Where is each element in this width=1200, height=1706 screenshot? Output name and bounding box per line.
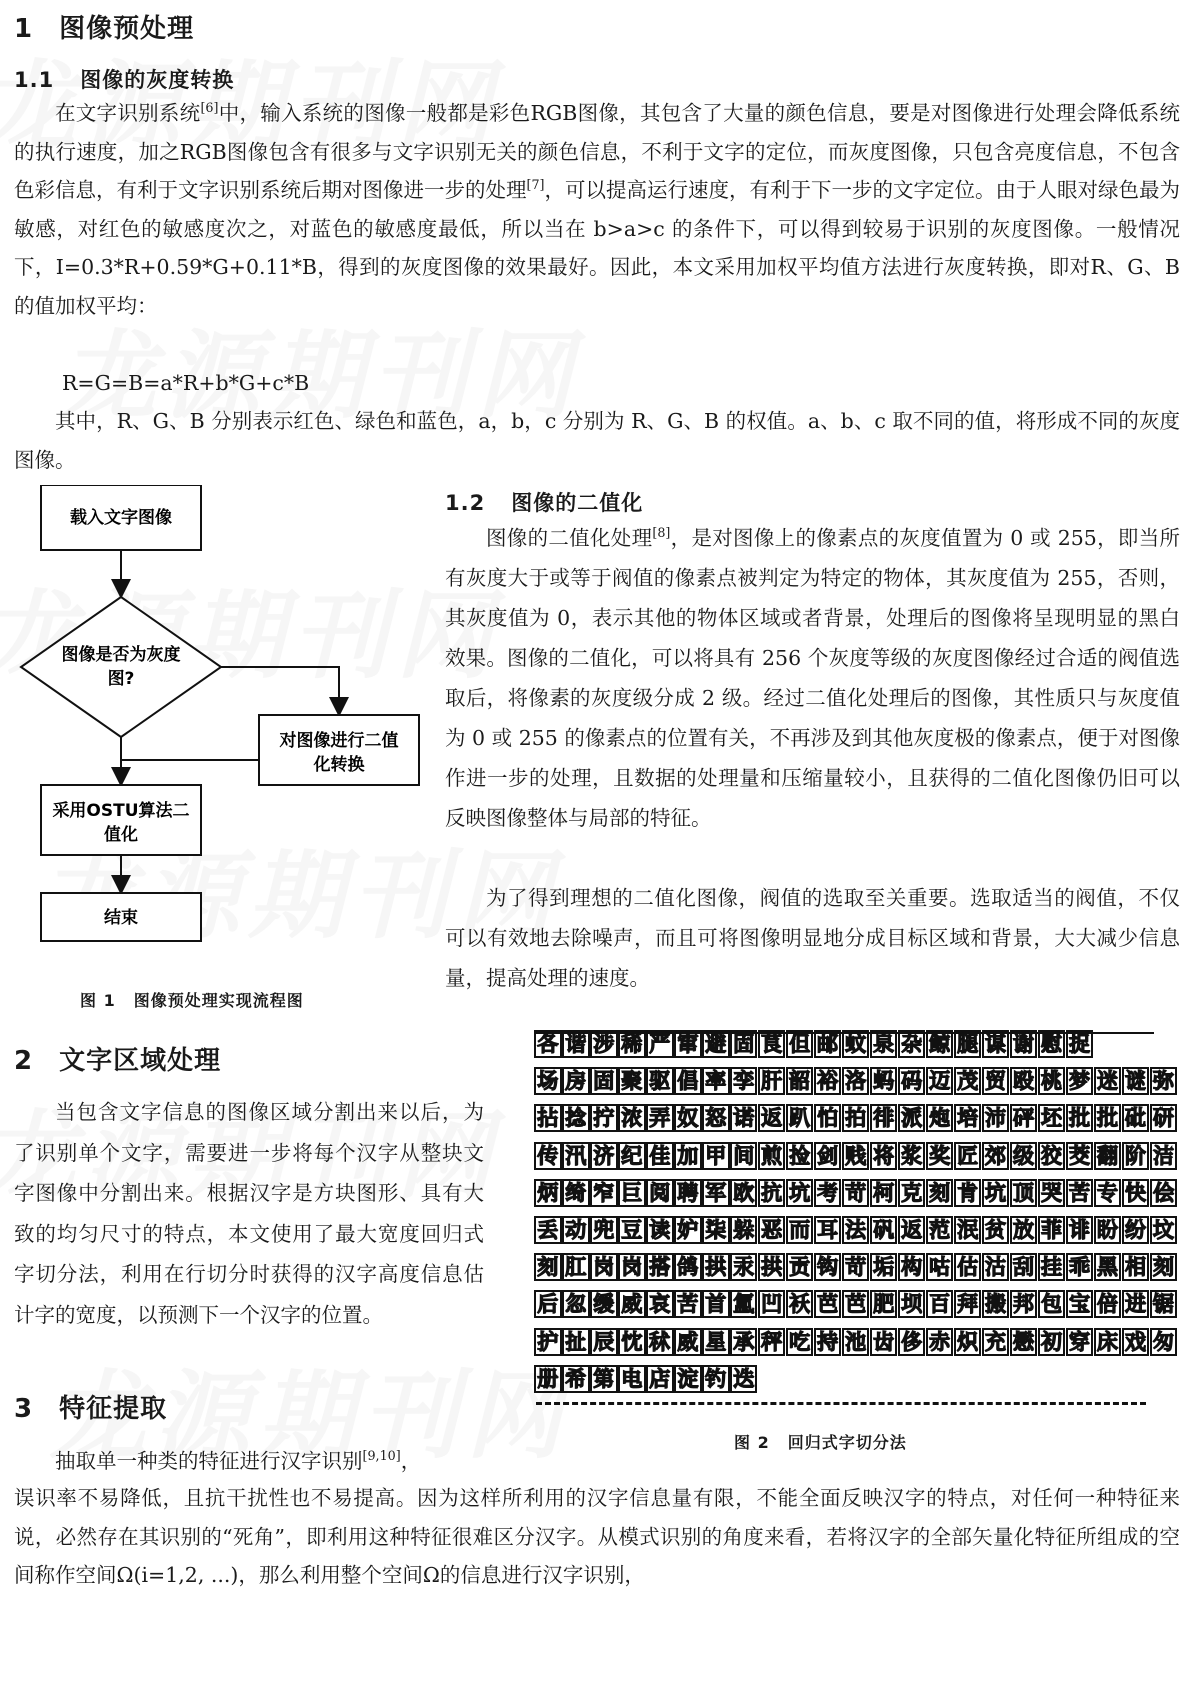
segmented-character: 拍 [842,1104,870,1132]
segmented-character: 批 [1094,1104,1122,1132]
segmented-character: 谐 [562,1030,590,1058]
segmented-character: 邮 [814,1030,842,1058]
flowchart-figure-1 [16,485,436,965]
paragraph-weights: 其中，R、G、B 分别表示红色、绿色和蓝色，a，b，c 分别为 R、G、B 的权值。a、b、c 取不同的值，将形成不同的灰度图像。 [14,409,1180,472]
subsection-heading-1-1 [14,64,234,94]
text-run: ，可以提高运行速度，有利于下一步的文字定位。由于人眼对绿色最为敏感，对红色的敏感度次之，对蓝色的敏感度最低，所以当在 b>a>c 的条件下，可以得到较易于识别的灰度图像。一般情况下，I=0.3*R+0.59*G+0.11*B，得到的灰度图像的效果最好。因此，本文采用加权平均值方法进行灰度转换，即对R、G、B的值加权平均： [14,178,1180,318]
segmented-character: 贡 [786,1253,814,1281]
segmented-character: 炽 [954,1328,982,1356]
segmented-character: 拜 [954,1290,982,1318]
segmented-character: 哀 [646,1290,674,1318]
flow-label-end: 结束 [104,908,138,928]
segmented-character: 锯 [1150,1290,1178,1318]
character-row [534,1179,1178,1211]
segmented-character: 专 [1094,1179,1122,1207]
segmented-character: 岗 [618,1253,646,1281]
segmented-character: 贫 [982,1216,1010,1244]
figure-2-baseline-dashes [536,1402,1146,1405]
segmented-character: 袄 [786,1290,814,1318]
segmented-character: 各 [534,1030,562,1058]
segmented-character: 初 [1038,1328,1066,1356]
segmented-character: 阶 [1122,1142,1150,1170]
segmented-character: 沛 [982,1104,1010,1132]
segmented-character: 黑 [1094,1253,1122,1281]
segmented-character: 秫 [646,1328,674,1356]
flow-label-binarize-line2: 化转换 [313,755,365,775]
segmented-character: 谜 [1122,1067,1150,1095]
segmented-character: 考 [814,1179,842,1207]
segmented-character: 吃 [786,1328,814,1356]
segmented-character: 洁 [1150,1142,1178,1170]
formula: R=G=B=a*R+b*G+c*B [62,371,310,395]
segmented-character: 盼 [1094,1216,1122,1244]
segmented-character: 贱 [842,1142,870,1170]
paragraph-grayscale [14,94,1180,325]
segmented-character: 构 [898,1253,926,1281]
segmented-character: 徘 [870,1104,898,1132]
segmented-character: 批 [1066,1104,1094,1132]
segmented-character: 间 [730,1142,758,1170]
segmented-character: 豆 [618,1216,646,1244]
segmented-character: 炮 [926,1104,954,1132]
segmented-character: 进 [1122,1290,1150,1318]
character-row [534,1142,1178,1174]
segmented-character: 欧 [730,1179,758,1207]
segmented-character: 怕 [814,1104,842,1132]
segmented-character: 奖 [926,1142,954,1170]
segmented-character: 沽 [982,1253,1010,1281]
figure-1-caption [80,988,304,1011]
segmented-character: 砰 [1010,1104,1038,1132]
segmented-character: 涉 [590,1030,618,1058]
segmented-character: 持 [814,1328,842,1356]
segmented-character: 诽 [1066,1216,1094,1244]
character-row [534,1365,758,1397]
segmented-character: 纪 [618,1142,646,1170]
segmented-character: 腿 [954,1030,982,1058]
segmented-character: 岗 [590,1253,618,1281]
segmented-character: 咕 [926,1253,954,1281]
segmented-character: 稀 [618,1030,646,1058]
segmented-character: 钩 [814,1253,842,1281]
segmented-character: 捻 [562,1104,590,1132]
segmented-character: 迈 [926,1067,954,1095]
segmented-character: 菲 [1038,1216,1066,1244]
segmented-character: 苦 [1066,1179,1094,1207]
caption-label: 图 1 [80,991,116,1010]
segmented-character: 研 [1150,1104,1178,1132]
segmented-character: 煎 [758,1142,786,1170]
segmented-character: 恶 [758,1216,786,1244]
segmented-character: 诺 [730,1104,758,1132]
segmented-character: 躲 [730,1216,758,1244]
segmented-character: 苛 [842,1179,870,1207]
segmented-character: 希 [562,1365,590,1393]
segmented-character: 贸 [982,1067,1010,1095]
paragraph-feature-extraction: 误识率不易降低，且抗干扰性也不易提高。因为这样所利用的汉字信息量有限，不能全面反映汉字的特点，对任何一种特征来说，必然存在其识别的“死角”，即利用这种特征很难区分汉字。从模式识别的角度来看，若将汉字的全部矢量化特征所组成的空间称作空间Ω(i=1,2, ...)，那么利用整个空间Ω的信息进行汉字识别， [14,1486,1180,1587]
segmented-character: 侈 [898,1328,926,1356]
text-run: 图像的二值化处理 [486,526,653,550]
section-heading-1 [14,8,194,45]
section-title: 文字区域处理 [59,1046,222,1076]
segmented-character: 相 [1122,1253,1150,1281]
segmented-character: 翻 [1094,1142,1122,1170]
caption-text: 回归式字切分法 [787,1433,907,1452]
segmented-character: 第 [590,1365,618,1393]
segmented-character: 苦 [674,1290,702,1318]
segmented-character: 桃 [1038,1067,1066,1095]
flow-label-decision-line1: 图像是否为灰度 [61,645,181,665]
character-row [534,1328,1178,1360]
flow-label-decision-line2: 图? [107,669,135,689]
segmented-character: 电 [618,1365,646,1393]
segmented-character: 坯 [1038,1104,1066,1132]
segmented-character: 弥 [1150,1067,1178,1095]
segmented-character: 殴 [1010,1067,1038,1095]
segmented-character: 捉 [1066,1030,1094,1058]
caption-text: 图像预处理实现流程图 [133,991,304,1010]
segmented-character: 妒 [674,1216,702,1244]
text-run: ， [400,1449,422,1473]
segmented-character: 垢 [870,1253,898,1281]
segmented-character: 兜 [590,1216,618,1244]
segmented-character: 阅 [646,1179,674,1207]
segmented-character: 级 [1010,1142,1038,1170]
segmented-character: 梦 [1066,1067,1094,1095]
segmented-character: 护 [534,1328,562,1356]
segmented-character: 固 [590,1067,618,1095]
segmented-character: 快 [1122,1179,1150,1207]
segmented-character: 包 [1038,1290,1066,1318]
segmented-character: 凹 [758,1290,786,1318]
segmented-character: 蚂 [870,1067,898,1095]
segmented-character: 汞 [730,1253,758,1281]
segmented-character: 弄 [646,1104,674,1132]
segmented-character: 淀 [674,1365,702,1393]
segmented-character: 坝 [898,1290,926,1318]
segmented-character: 茂 [954,1067,982,1095]
segmented-character: 茭 [1066,1142,1094,1170]
segmented-character: 床 [1094,1328,1122,1356]
segmented-character: 册 [534,1365,562,1393]
segmented-character: 率 [702,1067,730,1095]
segmented-character: 孪 [730,1067,758,1095]
paragraph-text-region: 当包含文字信息的图像区域分割出来以后，为了识别单个文字，需要进一步将每个汉字从整块文字图像中分割出来。根据汉字是方块图形、具有大致的均匀尺寸的特点，本文使用了最大宽度回归式字切分法，利用在行切分时获得的汉字高度信息估计字的宽度，以预测下一个汉字的位置。 [14,1100,484,1327]
segmented-character: 奴 [674,1104,702,1132]
segmented-character: 肝 [758,1067,786,1095]
segmented-character: 坑 [982,1179,1010,1207]
segmented-character: 威 [618,1290,646,1318]
section-number: 1.2 [445,491,486,515]
segmented-character: 泉 [870,1030,898,1058]
segmented-character: 哭 [1038,1179,1066,1207]
segmented-character: 砒 [1122,1104,1150,1132]
section-number: 2 [14,1046,34,1076]
segmented-character: 法 [842,1216,870,1244]
segmented-character: 纷 [1122,1216,1150,1244]
text-run: 抽取单一种类的特征进行汉字识别 [55,1449,363,1473]
character-row [534,1104,1178,1136]
paragraph-threshold: 为了得到理想的二值化图像，阀值的选取至关重要。选取适当的阀值，不仅可以有效地去除噪声，而且可将图像明显地分成目标区域和背景，大大减少信息量，提高处理的速度。 [445,886,1180,990]
character-row [534,1290,1178,1322]
segmented-character: 挂 [1038,1253,1066,1281]
segmented-character: 赤 [926,1328,954,1356]
segmented-character: 迭 [730,1365,758,1393]
segmented-character: 炳 [534,1179,562,1207]
segmented-character: 抗 [758,1179,786,1207]
section-heading-3 [14,1388,167,1425]
flow-label-binarize-line1: 对图像进行二值 [279,731,399,751]
segmented-character: 房 [562,1067,590,1095]
segmented-character: 芭 [842,1290,870,1318]
segmented-character: 但 [786,1030,814,1058]
segmented-character: 耳 [814,1216,842,1244]
section-number: 1 [14,14,34,44]
citation: [8] [652,525,671,541]
section-number: 3 [14,1394,34,1424]
segmented-character: 后 [534,1290,562,1318]
segmented-character: 宝 [1066,1290,1094,1318]
section-title: 图像预处理 [59,14,195,44]
segmented-character: 承 [730,1328,758,1356]
segmented-character: 矾 [870,1216,898,1244]
segmented-character: 窄 [590,1179,618,1207]
segmented-character: 码 [898,1067,926,1095]
segmented-character: 缓 [590,1290,618,1318]
segmented-character: 侩 [1150,1179,1178,1207]
segmented-character: 汛 [562,1142,590,1170]
segmented-character: 怒 [702,1104,730,1132]
citation: [6] [200,100,219,116]
segmented-character: 洛 [842,1067,870,1095]
subsection-heading-1-2 [445,487,643,517]
segmented-character: 郊 [982,1142,1010,1170]
segmented-character: 钓 [702,1365,730,1393]
segmented-character: 估 [954,1253,982,1281]
segmented-character: 严 [646,1030,674,1058]
segmented-character: 培 [954,1104,982,1132]
segmented-character: 巨 [618,1179,646,1207]
character-row [534,1253,1178,1285]
segmented-character: 辰 [590,1328,618,1356]
segmented-character: 匆 [1150,1328,1178,1356]
segmented-character: 聚 [618,1067,646,1095]
segmented-character: 芭 [814,1290,842,1318]
segmented-character: 倍 [1094,1290,1122,1318]
text-run: 中，输入系统的图像一般都是彩色RGB图像，其包含了大量的颜色信息，要是对图像进行处理会降低系统的执行速度，加之RGB图像包含有很多与文字识别无关的颜色信息，不利于文字的定位，而灰度图像，只包含亮度信息，不包含色彩信息，有利于文字识别系统后期对图像进一步的处理 [14,101,1180,202]
flow-label-otsu-line1: 采用OSTU算法二 [52,801,190,821]
segmented-character: 拈 [534,1104,562,1132]
flow-arrow [221,667,339,713]
citation: [7] [526,177,545,193]
segmented-character: 而 [786,1216,814,1244]
segmented-character: 场 [534,1067,562,1095]
character-row [534,1030,1094,1062]
segmented-character: 顶 [1010,1179,1038,1207]
segmented-character: 传 [534,1142,562,1170]
segmented-character: 刻 [534,1253,562,1281]
segmented-character: 捡 [786,1142,814,1170]
section-title: 图像的灰度转换 [80,68,235,92]
segmented-character: 避 [702,1030,730,1058]
segmented-character: 趴 [786,1104,814,1132]
segmented-character: 坟 [1150,1216,1178,1244]
figure-2-caption-text [734,1430,907,1453]
segmented-character: 军 [702,1179,730,1207]
segmented-character: 拱 [702,1253,730,1281]
section-title: 特征提取 [59,1394,168,1424]
segmented-character: 鲸 [926,1030,954,1058]
segmented-character: 氲 [730,1290,758,1318]
segmented-character: 裕 [814,1067,842,1095]
segmented-character: 绮 [562,1179,590,1207]
segmented-character: 鸽 [674,1253,702,1281]
text-run: 在文字识别系统 [55,101,201,125]
segmented-character: 拧 [590,1104,618,1132]
paragraph-feature-intro [14,1442,514,1481]
paragraph-binarization [445,518,1180,838]
segmented-character: 茛 [758,1030,786,1058]
segmented-character: 浆 [898,1142,926,1170]
segmented-character: 充 [982,1328,1010,1356]
segmented-character: 穿 [1066,1328,1094,1356]
segmented-character: 苛 [842,1253,870,1281]
citation: [9,10] [362,1448,401,1464]
segmented-character: 固 [730,1030,758,1058]
character-row [534,1216,1178,1248]
segmented-character: 驱 [646,1067,674,1095]
text-run: ，是对图像上的像素点的灰度值置为 0 或 255，即当所有灰度大于或等于阀值的像素点被判定为特定的物体，其灰度值为 255，否则，其灰度值为 0，表示其他的物体区域或者背景，处理后的图像将呈现明显的黑白效果。图像的二值化，可以将具有 256 个灰度等级的灰度图像经过合适的阀值选取后，将像素的灰度级分成 2 级。经过二值化处理后的图像，其性质只与灰度值为 0 或 255 的像素点的位置有关，不再涉及到其他灰度极的像素点，便于对图像作进一步的处理，且数据的处理量和压缩量较小，且获得的二值化图像仍旧可以反映图像整体与局部的特征。 [445,526,1181,830]
section-title: 图像的二值化 [511,491,644,515]
segmented-character: 池 [842,1328,870,1356]
segmented-character: 戏 [1122,1328,1150,1356]
segmented-character: 星 [702,1328,730,1356]
segmented-character: 坑 [786,1179,814,1207]
segmented-character: 忽 [562,1290,590,1318]
segmented-character: 慰 [1038,1030,1066,1058]
segmented-character: 扯 [562,1328,590,1356]
segmented-character: 秤 [758,1328,786,1356]
segmented-character: 首 [702,1290,730,1318]
segmented-character: 读 [646,1216,674,1244]
character-row [534,1067,1178,1099]
segmented-character: 狡 [1038,1142,1066,1170]
segmented-character: 匠 [954,1142,982,1170]
segmented-character: 肛 [562,1253,590,1281]
segmented-character: 威 [674,1328,702,1356]
segmented-character: 韶 [786,1067,814,1095]
segmented-character: 柒 [702,1216,730,1244]
segmented-character: 放 [1010,1216,1038,1244]
segmented-character: 谢 [1010,1030,1038,1058]
segmented-character: 泯 [954,1216,982,1244]
segmented-character: 窜 [674,1030,702,1058]
segmented-character: 加 [674,1142,702,1170]
segmented-character: 邦 [1010,1290,1038,1318]
segmented-character: 返 [898,1216,926,1244]
segmented-character: 搬 [982,1290,1010,1318]
segmented-character: 刮 [1010,1253,1038,1281]
segmented-character: 刻 [926,1179,954,1207]
segmented-character: 将 [870,1142,898,1170]
flow-label-otsu-line2: 值化 [104,825,138,845]
segmented-character: 聘 [674,1179,702,1207]
segmented-character: 忱 [618,1328,646,1356]
segmented-character: 返 [758,1104,786,1132]
segmented-character: 蚊 [842,1030,870,1058]
segmented-character: 懋 [1010,1328,1038,1356]
segmented-character: 店 [646,1365,674,1393]
segmented-character: 克 [898,1179,926,1207]
segmented-character: 浓 [618,1104,646,1132]
segmented-character: 谋 [982,1030,1010,1058]
caption-label: 图 2 [734,1433,770,1452]
segmented-character: 倡 [674,1067,702,1095]
section-heading-2 [14,1040,221,1077]
segmented-character: 丢 [534,1216,562,1244]
segmented-character: 杂 [898,1030,926,1058]
segmented-character: 迷 [1094,1067,1122,1095]
segmented-character: 肥 [870,1290,898,1318]
segmented-character: 甲 [702,1142,730,1170]
section-number: 1.1 [14,68,55,92]
segmented-character: 肯 [954,1179,982,1207]
segmented-character: 派 [898,1104,926,1132]
segmented-character: 齿 [870,1328,898,1356]
flow-decision-grayscale [21,597,221,737]
segmented-character: 范 [926,1216,954,1244]
segmented-character: 乖 [1066,1253,1094,1281]
segmented-character: 佳 [646,1142,674,1170]
segmented-character: 百 [926,1290,954,1318]
segmented-character: 拱 [758,1253,786,1281]
segmented-character: 刻 [1150,1253,1178,1281]
segmented-character: 济 [590,1142,618,1170]
segmented-character: 剑 [814,1142,842,1170]
segmented-character: 柯 [870,1179,898,1207]
segmented-character: 动 [562,1216,590,1244]
flow-label-load: 载入文字图像 [70,508,172,528]
segmented-character: 搭 [646,1253,674,1281]
